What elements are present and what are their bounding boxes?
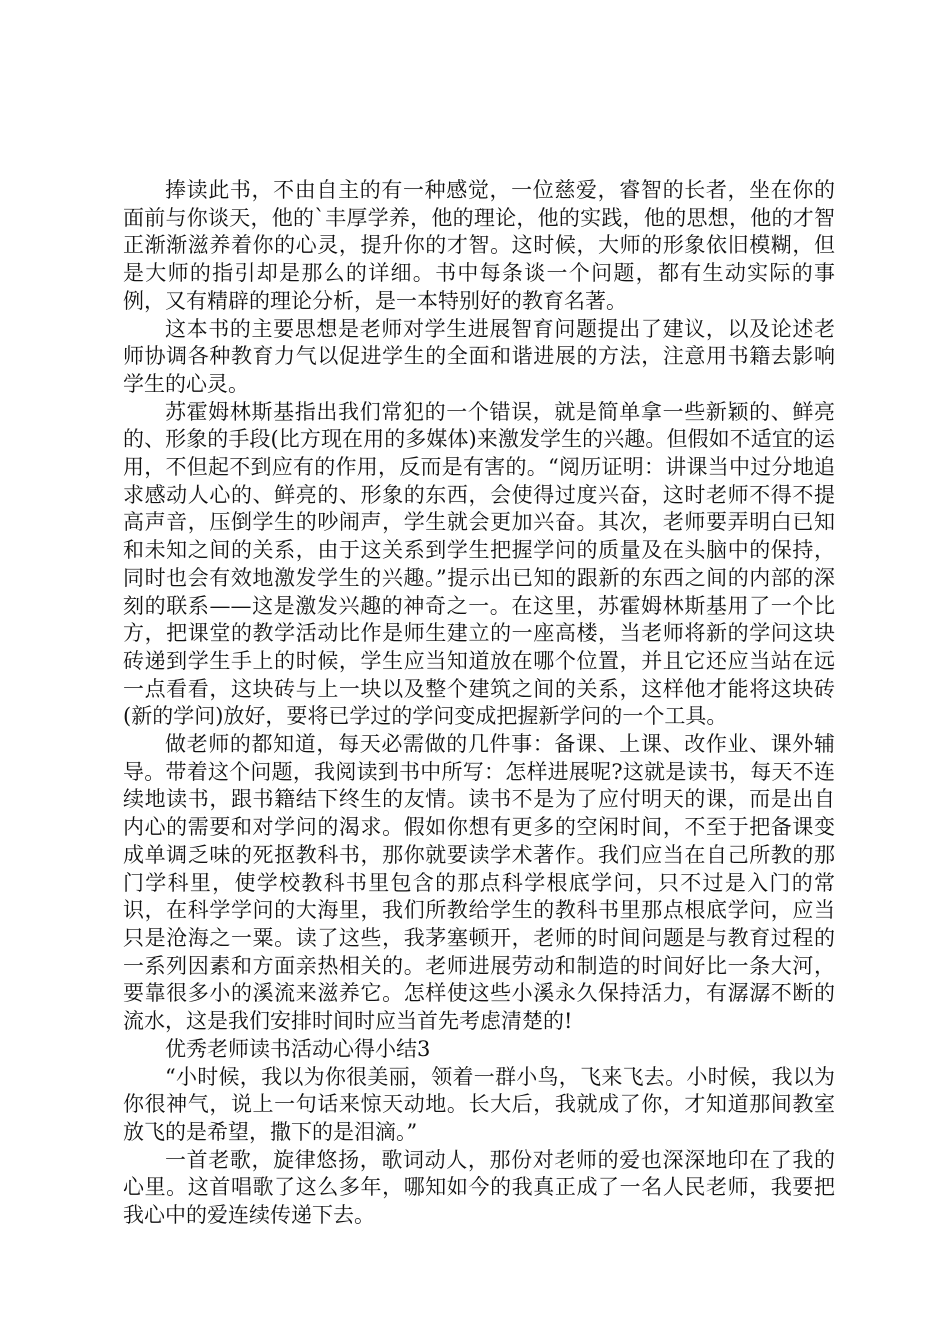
paragraph-reading-impression: 捧读此书，不由自主的有一种感觉，一位慈爱，睿智的长者，坐在你的面前与你谈天，他的`丰厚学养，他的理论，他的实践，他的思想，他的才智正渐渐滋养着你的心灵，提升你的才智。这时候，大师的形象依旧模糊，但是大师的指引却是那么的详细。书中每条谈一个问题，都有生动实际的事例，又有精辟的理论分析，是一本特别好的教育名著。 bbox=[123, 178, 835, 313]
document-page bbox=[123, 177, 835, 1230]
paragraph-old-song: 一首老歌，旋律悠扬，歌词动人，那份对老师的爱也深深地印在了我的心里。这首唱歌了这么多年，哪知如今的我真正成了一名人民老师，我要把我心中的爱连续传递下去。 bbox=[123, 1147, 835, 1228]
section-heading: 优秀老师读书活动心得小结3 bbox=[165, 1036, 431, 1061]
paragraph-teacher-time: 做老师的都知道，每天必需做的几件事：备课、上课、改作业、课外辅导。带着这个问题，我阅读到书中所写：怎样进展呢?这就是读书，每天不连续地读书，跟书籍结下终生的友情。读书不是为了应付明天的课，而是出自内心的需要和对学问的渴求。假如你想有更多的空闲时间，不至于把备课变成单调乏味的死抠教科书，那你就要读学术著作。我们应当在自己所教的那门学科里，使学校教科书里包含的那点科学根底学问，只不过是入门的常识，在科学学问的大海里，我们所教给学生的教科书里那点根底学问，应当只是沧海之一粟。读了这些，我茅塞顿开，老师的时间问题是与教育过程的一系列因素和方面亲热相关的。老师进展劳动和制造的时间好比一条大河，要靠很多小的溪流来滋养它。怎样使这些小溪永久保持活力，有潺潺不断的流水，这是我们安排时间时应当首先考虑清楚的! bbox=[123, 732, 835, 1034]
paragraph-song-quote: “小时候，我以为你很美丽，领着一群小鸟，飞来飞去。小时候，我以为你很神气，说上一句话来惊天动地。长大后，我就成了你，才知道那间教室放飞的是希望，撒下的是泪滴。” bbox=[123, 1064, 835, 1144]
paragraph-common-mistake: 苏霍姆林斯基指出我们常犯的一个错误，就是简单拿一些新颖的、鲜亮的、形象的手段(比方现在用的多媒体)来激发学生的兴趣。但假如不适宜的运用，不但起不到应有的作用，反而是有害的。“阅历证明：讲课当中过分地追求感动人心的、鲜亮的、形象的东西，会使得过度兴奋，这时老师不得不提高声音，压倒学生的吵闹声，学生就会更加兴奋。其次，老师要弄明白已知和未知之间的关系，由于这关系到学生把握学问的质量及在头脑中的保持，同时也会有效地激发学生的兴趣。”提示出已知的跟新的东西之间的内部的深刻的联系——这是激发兴趣的神奇之一。在这里，苏霍姆林斯基用了一个比方，把课堂的教学活动比作是师生建立的一座高楼，当老师将新的学问这块砖递到学生手上的时候，学生应当知道放在哪个位置，并且它还应当站在远一点看看，这块砖与上一块以及整个建筑之间的关系，这样他才能将这块砖(新的学问)放好，要将已学过的学问变成把握新学问的一个工具。 bbox=[123, 399, 835, 729]
paragraph-main-idea: 这本书的主要思想是老师对学生进展智育问题提出了建议，以及论述老师协调各种教育力气以促进学生的全面和谐进展的方法，注意用书籍去影响学生的心灵。 bbox=[123, 316, 835, 396]
